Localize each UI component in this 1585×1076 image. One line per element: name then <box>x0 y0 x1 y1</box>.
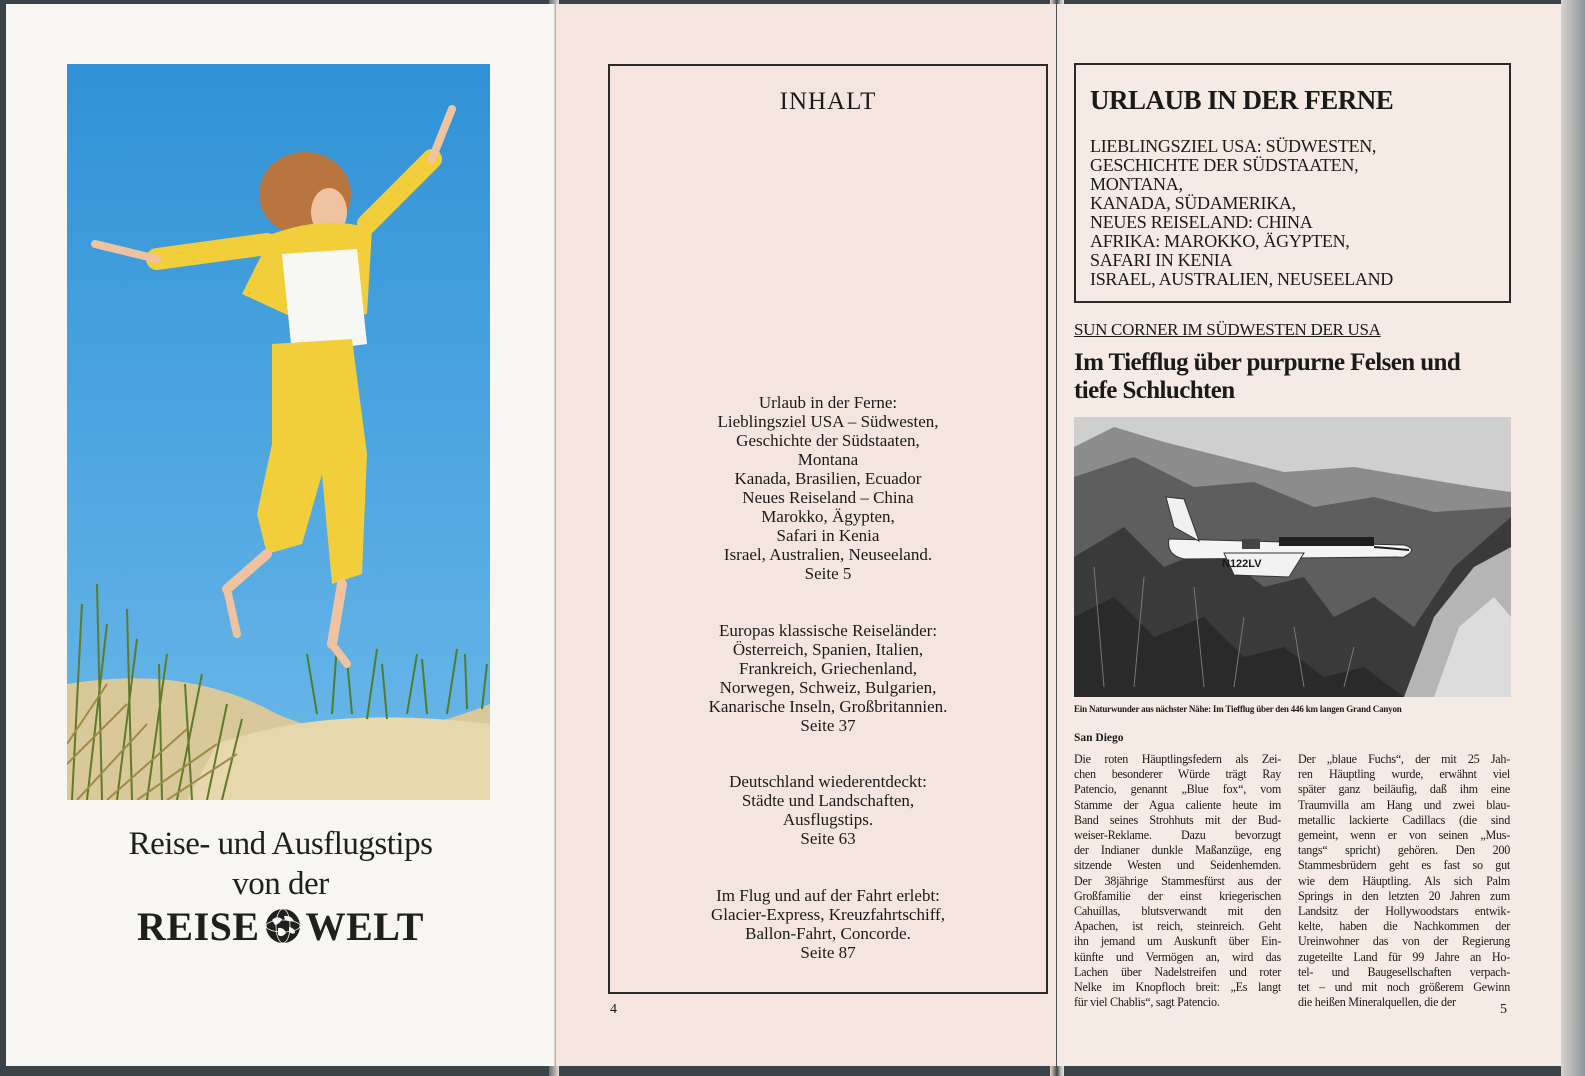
topic-line: KANADA, SÜDAMERIKA, <box>1090 193 1296 213</box>
contents-line: Montana <box>797 450 859 469</box>
contents-page-ref: Seite 37 <box>800 716 856 735</box>
contents-line: Kanada, Brasilien, Ecuador <box>734 469 922 488</box>
article-line: später ganz beiläufig, daß ihm eine <box>1298 782 1510 797</box>
contents-line: Glacier-Express, Kreuzfahrtschiff, <box>711 905 945 924</box>
article-line: chen besonderer Würde trägt Ray <box>1074 767 1281 782</box>
cover-photo <box>67 64 490 800</box>
article-line: Springs in den letzten 20 Jahren zum <box>1298 888 1510 903</box>
article-line: Patencio, genannt „Blue fox“, vom <box>1074 782 1281 797</box>
contents-line: Safari in Kenia <box>776 526 880 545</box>
contents-section <box>610 772 1046 848</box>
article-page <box>1057 4 1561 1066</box>
article-photo <box>1074 417 1511 697</box>
topic-line: NEUES REISELAND: CHINA <box>1090 212 1313 232</box>
topic-line: AFRIKA: MAROKKO, ÄGYPTEN, <box>1090 231 1350 251</box>
section-topic-list <box>1090 137 1393 289</box>
article-line: kelte, haben die Nachkommen der <box>1298 919 1510 934</box>
article-line: zugeteilte Land für 99 Jahre an Ho- <box>1298 949 1510 964</box>
page-number: 4 <box>610 1002 617 1017</box>
article-line: für viel Chablis“, sagt Patencio. <box>1074 995 1220 1010</box>
contents-line: Norwegen, Schweiz, Bulgarien, <box>719 678 937 697</box>
contents-line: Europas klassische Reiseländer: <box>718 621 938 640</box>
contents-line: Urlaub in der Ferne: <box>758 393 898 412</box>
contents-line: Ballon-Fahrt, Concorde. <box>745 924 911 943</box>
contents-line: Kanarische Inseln, Großbritannien. <box>708 697 948 716</box>
contents-line: Lieblingsziel USA – Südwesten, <box>717 412 939 431</box>
article-line: Nelke im Knopfloch breit: „Es langt <box>1074 980 1281 995</box>
article-line: die heißen Mineralquellen, die der <box>1298 995 1456 1010</box>
brand-logo <box>6 901 555 951</box>
article-line: Landsitz der Hollywoodstars entwik- <box>1298 904 1510 919</box>
page-edge <box>1561 0 1585 1076</box>
contents-line: Geschichte der Südstaaten, <box>736 431 920 450</box>
contents-line: Ausflugstips. <box>782 810 874 829</box>
article-line: metallic lackierte Cadillacs (die sind <box>1298 812 1510 827</box>
section-heading: URLAUB IN DER FERNE <box>1090 85 1394 115</box>
article-line: gemeint, wenn er von seinen „Mus- <box>1298 828 1510 843</box>
contents-page <box>556 4 1056 1066</box>
cover-page <box>6 4 555 1066</box>
contents-page-ref: Seite 5 <box>804 564 852 583</box>
article-line: sitzende Westen und Seidenhemden. <box>1074 858 1281 873</box>
contents-line: Neues Reiseland – China <box>742 488 914 507</box>
contents-line: Israel, Australien, Neuseeland. <box>723 545 933 564</box>
svg-text:N122LV: N122LV <box>1222 558 1262 570</box>
article-line: Apachen, ist reich, steinreich. Geht <box>1074 919 1281 934</box>
article-line: Die roten Häuptlingsfedern als Zei- <box>1074 752 1281 766</box>
article-line: weiser-Reklame. Dazu bevorzugt <box>1074 828 1281 843</box>
article-line: Ureinwohner das von der Regierung <box>1298 934 1510 949</box>
article-kicker: SUN CORNER IM SÜDWESTEN DER USA <box>1074 320 1381 339</box>
contents-page-ref: Seite 87 <box>800 943 856 962</box>
article-line: tet – und mit noch größerem Gewinn <box>1298 980 1510 995</box>
article-line: künfte und Vermögen an, wird das <box>1074 949 1281 964</box>
brand-word-right: WELT <box>305 903 424 949</box>
article-line: wie dem Häuptling. Als sich Palm <box>1298 873 1510 888</box>
topic-line: ISRAEL, AUSTRALIEN, NEUSEELAND <box>1090 269 1393 289</box>
headline-line: Im Tiefflug über purpurne Felsen und <box>1074 349 1461 376</box>
contents-page-ref: Seite 63 <box>800 829 856 848</box>
article-line: Der „blaue Fuchs“, der mit 25 Jah- <box>1298 752 1510 766</box>
topic-line: SAFARI IN KENIA <box>1090 250 1233 270</box>
topic-line: GESCHICHTE DER SÜDSTAATEN, <box>1090 155 1359 175</box>
contents-line: Im Flug und auf der Fahrt erlebt: <box>716 886 940 905</box>
article-line: Der 38jährige Stammesfürst aus der <box>1074 873 1281 888</box>
contents-line: Deutschland wiederentdeckt: <box>729 772 927 791</box>
contents-section <box>610 621 1046 735</box>
contents-heading: INHALT <box>779 88 877 115</box>
article-line: Cahuillas, blutsverwandt mit den <box>1074 904 1281 919</box>
article-column <box>1298 752 1510 1010</box>
contents-section <box>610 886 1046 962</box>
article-line: ren Häuptling wurde, erwähnt viel <box>1298 767 1510 782</box>
headline-line: tiefe Schluchten <box>1074 377 1235 404</box>
article-column <box>1074 752 1281 1010</box>
article-line: Großfamilie der einst kriegerischen <box>1074 888 1281 903</box>
photo-caption: Ein Naturwunder aus nächster Nähe: Im Tiefflug über den 446 km langen Grand Canyon <box>1074 704 1402 714</box>
topic-line: LIEBLINGSZIEL USA: SÜDWESTEN, <box>1090 136 1377 156</box>
article-line: ihn jemand um Auskunft über Ein- <box>1074 934 1281 949</box>
article-line: tangs“ spricht) gehören. Den 200 <box>1298 843 1510 858</box>
globe-icon <box>264 907 302 945</box>
article-line: Stammesbrüdern geht es fast so gut <box>1298 858 1510 873</box>
contents-line: Marokko, Ägypten, <box>761 507 895 526</box>
article-line: Band seines Strohhuts mit der Bud- <box>1074 812 1281 827</box>
topic-line: MONTANA, <box>1090 174 1183 194</box>
article-headline <box>1074 349 1514 405</box>
brand-word-left: REISE <box>137 903 260 949</box>
contents-line: Städte und Landschaften, <box>741 791 915 810</box>
article-line: Stamme der Agua caliente heute im <box>1074 797 1281 812</box>
article-line: tel- und Baugesellschaften verpach- <box>1298 964 1510 979</box>
contents-line: Österreich, Spanien, Italien, <box>732 640 924 659</box>
contents-frame <box>608 64 1048 994</box>
contents-line: Frankreich, Griechenland, <box>739 659 917 678</box>
article-line: Traumvilla am Hang und zwei blau- <box>1298 797 1510 812</box>
section-intro-box <box>1074 63 1511 303</box>
article-dateline: San Diego <box>1074 732 1124 744</box>
article-line: der Indianer dunkle Maßanzüge, eng <box>1074 843 1281 858</box>
contents-section <box>610 393 1046 583</box>
page-number: 5 <box>1500 1002 1507 1017</box>
cover-title: Reise- und Ausflugstips <box>128 826 433 862</box>
cover-subtitle: von der <box>232 866 329 902</box>
article-line: Lachen über Nadelstreifen und roter <box>1074 964 1281 979</box>
